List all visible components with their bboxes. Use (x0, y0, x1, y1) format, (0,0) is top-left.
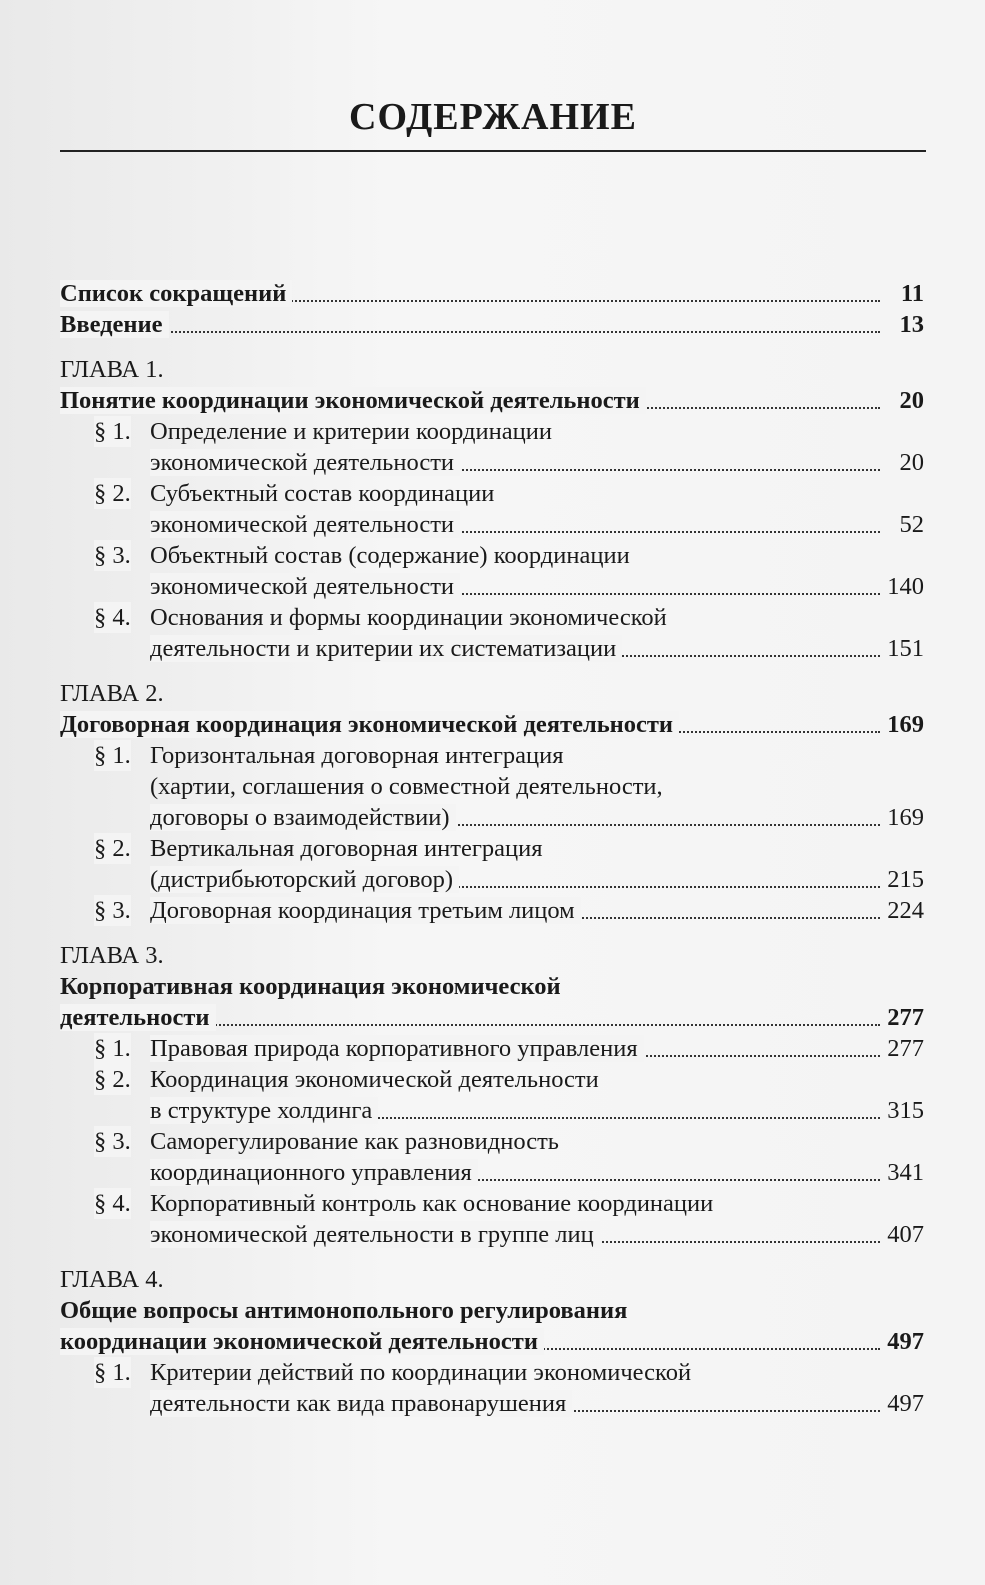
section-entry-label: деятельности и критерии их систематизации (150, 635, 622, 662)
section-entry (60, 771, 924, 802)
table-of-contents (60, 278, 924, 1419)
section-entry-text (150, 571, 460, 602)
chapter-title-text: Общие вопросы антимонопольного регулирования (60, 1297, 628, 1324)
section-entry-page: 215 (883, 864, 924, 895)
section-entry[interactable] (60, 509, 924, 540)
section-entry[interactable] (60, 864, 924, 895)
section-entry-text: (хартии, соглашения о совместной деятельности, (150, 773, 663, 800)
section-entry-text (150, 633, 622, 664)
section-entry-text: Координация экономической деятельности (150, 1066, 599, 1093)
section-number: § 3. (94, 1128, 131, 1155)
section-entry-text (150, 864, 459, 895)
section-entry-label: экономической деятельности (150, 511, 460, 538)
section-entry (60, 1357, 924, 1388)
section-entry-label: Правовая природа корпоративного управления (150, 1035, 644, 1062)
section-number: § 3. (94, 542, 131, 569)
chapter-title (60, 971, 924, 1002)
toc-entry-page: 13 (896, 309, 925, 340)
section-number: § 2. (94, 835, 131, 862)
section-entry-text: Определение и критерии координации (150, 418, 552, 445)
chapter-title-text (60, 709, 679, 740)
toc-entry-text (60, 309, 169, 340)
section-entry-page: 151 (883, 633, 924, 664)
chapter-title[interactable] (60, 1326, 924, 1357)
section-entry-label: экономической деятельности (150, 573, 460, 600)
section-number: § 1. (94, 1359, 131, 1386)
chapter-title[interactable] (60, 1002, 924, 1033)
section-entry-text (150, 1219, 600, 1250)
chapter-title (60, 1295, 924, 1326)
toc-entry[interactable] (60, 309, 924, 340)
section-entry-label: в структуре холдинга (150, 1097, 378, 1124)
section-entry (60, 540, 924, 571)
section-entry (60, 833, 924, 864)
section-entry[interactable] (60, 633, 924, 664)
section-entry (60, 478, 924, 509)
section-entry-page: 224 (883, 895, 924, 926)
section-entry-page: 315 (883, 1095, 924, 1126)
section-entry-text: Горизонтальная договорная интеграция (150, 742, 564, 769)
chapter-title[interactable] (60, 385, 924, 416)
page-title: СОДЕРЖАНИЕ (349, 96, 637, 138)
section-entry-text: Саморегулирование как разновидность (150, 1128, 559, 1155)
section-entry (60, 740, 924, 771)
section-entry-text (150, 447, 460, 478)
section-entry[interactable] (60, 447, 924, 478)
section-entry-label: (дистрибьюторский договор) (150, 866, 459, 893)
section-entry-page: 20 (896, 447, 925, 478)
section-number: § 4. (94, 1190, 131, 1217)
chapter-label: ГЛАВА 1. (60, 356, 164, 383)
chapter-title-label: Понятие координации экономической деятельности (60, 387, 646, 414)
section-entry (60, 1064, 924, 1095)
section-entry-text (150, 1033, 644, 1064)
section-entry-page: 140 (883, 571, 924, 602)
chapter-title-text (60, 1326, 544, 1357)
section-number: § 1. (94, 1035, 131, 1062)
chapter-title-label: координации экономической деятельности (60, 1328, 544, 1355)
section-number: § 2. (94, 1066, 131, 1093)
section-entry (60, 416, 924, 447)
section-entry-label: экономической деятельности в группе лиц (150, 1221, 600, 1248)
chapter-label: ГЛАВА 3. (60, 942, 164, 969)
toc-entry-text (60, 278, 292, 309)
section-entry-text: Субъектный состав координации (150, 480, 495, 507)
chapter-title-page: 497 (883, 1326, 924, 1357)
section-entry-page: 277 (883, 1033, 924, 1064)
section-entry[interactable] (60, 895, 924, 926)
section-entry-label: Договорная координация третьим лицом (150, 897, 581, 924)
section-entry-page: 407 (883, 1219, 924, 1250)
section-number: § 1. (94, 418, 131, 445)
section-number: § 3. (94, 897, 131, 924)
title-rule (60, 150, 926, 152)
section-entry[interactable] (60, 1033, 924, 1064)
section-entry-text (150, 509, 460, 540)
section-entry[interactable] (60, 1095, 924, 1126)
section-entry-label: деятельности как вида правонарушения (150, 1390, 572, 1417)
section-entry-label: координационного управления (150, 1159, 478, 1186)
section-number: § 2. (94, 480, 131, 507)
chapter-title-label: Договорная координация экономической деятельности (60, 711, 679, 738)
chapter-title-page: 20 (896, 385, 925, 416)
section-entry (60, 602, 924, 633)
section-entry-text (150, 1095, 378, 1126)
chapter-label: ГЛАВА 4. (60, 1266, 164, 1293)
section-entry (60, 1188, 924, 1219)
section-entry-text: Корпоративный контроль как основание координации (150, 1190, 714, 1217)
section-entry-text (150, 1388, 572, 1419)
section-entry-text: Вертикальная договорная интеграция (150, 835, 543, 862)
section-entry[interactable] (60, 802, 924, 833)
section-entry-text: Критерии действий по координации экономической (150, 1359, 692, 1386)
toc-entry-page: 11 (897, 278, 924, 309)
chapter-title-label: деятельности (60, 1004, 216, 1031)
section-entry[interactable] (60, 1219, 924, 1250)
section-entry-page: 341 (883, 1157, 924, 1188)
section-entry[interactable] (60, 1157, 924, 1188)
chapter-label: ГЛАВА 2. (60, 680, 164, 707)
section-entry-text: Основания и формы координации экономической (150, 604, 667, 631)
section-entry-page: 169 (883, 802, 924, 833)
chapter-title[interactable] (60, 709, 924, 740)
chapter-title-text (60, 385, 646, 416)
toc-entry-label: Введение (60, 311, 169, 338)
section-entry-page: 52 (896, 509, 925, 540)
section-entry (60, 1126, 924, 1157)
section-entry-text (150, 1157, 478, 1188)
chapter-title-page: 169 (883, 709, 924, 740)
chapter-title-text: Корпоративная координация экономической (60, 973, 561, 1000)
toc-entry[interactable] (60, 278, 924, 309)
section-entry-text (150, 895, 581, 926)
section-number: § 1. (94, 742, 131, 769)
chapter-title-text (60, 1002, 216, 1033)
section-entry-text (150, 802, 456, 833)
chapter-title-page: 277 (883, 1002, 924, 1033)
section-entry-page: 497 (883, 1388, 924, 1419)
section-entry[interactable] (60, 571, 924, 602)
toc-entry-label: Список сокращений (60, 280, 292, 307)
section-entry-label: экономической деятельности (150, 449, 460, 476)
section-entry[interactable] (60, 1388, 924, 1419)
section-number: § 4. (94, 604, 131, 631)
section-entry-label: договоры о взаимодействии) (150, 804, 456, 831)
section-entry-text: Объектный состав (содержание) координации (150, 542, 630, 569)
